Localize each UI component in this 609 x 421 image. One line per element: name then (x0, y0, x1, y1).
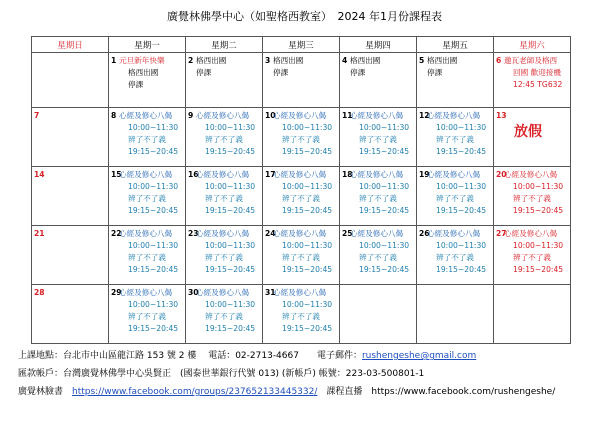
event-line: 10:00~11:30 (282, 241, 333, 250)
event-line: 19:15~20:45 (436, 206, 487, 215)
event-line: 19:15~20:45 (282, 206, 333, 215)
calendar-day-cell (186, 108, 263, 167)
weekday-header: 星期二 (186, 37, 263, 53)
event-line: 心經及修心八偈 (273, 170, 327, 179)
event-line: 辨了不了義 (128, 312, 166, 321)
event-line: 心經及修心八偈 (427, 170, 481, 179)
event-line: 10:00~11:30 (128, 241, 179, 250)
event-line: 19:15~20:45 (128, 147, 179, 156)
event-line: 19:15~20:45 (513, 206, 564, 215)
event-line: 19:15~20:45 (205, 324, 256, 333)
event-line: 19:15~20:45 (282, 147, 333, 156)
footer-address (18, 350, 476, 362)
calendar-day-cell (263, 53, 340, 108)
facebook-link[interactable]: https://www.facebook.com/groups/237652133445332/ (72, 387, 318, 397)
event-line: 心經及修心八偈 (350, 229, 404, 238)
day-number: 13 (496, 111, 507, 120)
calendar-day-cell (417, 108, 494, 167)
calendar-day-cell (186, 285, 263, 344)
event-line: 辨了不了義 (128, 253, 166, 262)
calendar-day-cell (109, 167, 186, 226)
calendar-day-cell (32, 53, 109, 108)
event-line: 格西出國 (273, 56, 304, 65)
day-number: 18 (342, 170, 353, 179)
calendar-day-cell (32, 108, 109, 167)
day-number: 4 (342, 56, 348, 65)
event-line: 12:45 TG632 (513, 80, 563, 89)
event-line: 10:00~11:30 (205, 300, 256, 309)
event-line: 10:00~11:30 (205, 123, 256, 132)
event-line: 19:15~20:45 (205, 265, 256, 274)
event-line: 10:00~11:30 (205, 241, 256, 250)
event-line: 10:00~11:30 (128, 123, 179, 132)
event-line: 10:00~11:30 (282, 123, 333, 132)
event-line: 心經及修心八偈 (196, 288, 250, 297)
day-number: 11 (342, 111, 353, 120)
event-line: 心經及修心八偈 (427, 111, 481, 120)
event-line: 辨了不了義 (128, 194, 166, 203)
day-number: 7 (34, 111, 40, 120)
event-line: 10:00~11:30 (128, 182, 179, 191)
calendar-day-cell (340, 226, 417, 285)
calendar-day-cell (340, 53, 417, 108)
day-number: 29 (111, 288, 122, 297)
event-line: 辨了不了義 (282, 194, 320, 203)
address-text: 上課地點：台北市中山區龍江路 153 號 2 樓 電話：02-2713-4667 電子郵件： (18, 351, 362, 361)
weekday-header: 星期三 (263, 37, 340, 53)
calendar-day-cell (263, 108, 340, 167)
event-line: 辨了不了義 (205, 194, 243, 203)
live-stream-text: 課程直播 https://www.facebook.com/rushengeshe/ (317, 387, 556, 397)
calendar-day-cell (417, 167, 494, 226)
event-line: 19:15~20:45 (359, 206, 410, 215)
event-line: 格西出國 (427, 56, 458, 65)
event-line: 10:00~11:30 (359, 123, 410, 132)
footer-links (18, 386, 555, 398)
event-line: 心經及修心八偈 (196, 111, 250, 120)
weekday-header: 星期四 (340, 37, 417, 53)
day-number: 25 (342, 229, 353, 238)
event-line: 辨了不了義 (205, 253, 243, 262)
event-line: 10:00~11:30 (359, 241, 410, 250)
footer-account: 匯款帳戶：台灣廣覺林佛學中心吳賢正 (國泰世華銀行代號 013) (新帳戶) 帳號：223-03-500801-1 (18, 369, 425, 379)
weekday-header: 星期五 (417, 37, 494, 53)
day-number: 8 (111, 111, 117, 120)
page-title: 廣覺林佛學中心（如聖格西教室） 2024 年1月份課程表 (167, 10, 442, 23)
event-line: 辨了不了義 (436, 253, 474, 262)
weekday-header: 星期日 (32, 37, 109, 53)
event-line: 辨了不了義 (513, 253, 551, 262)
calendar-day-cell (32, 285, 109, 344)
event-line: 停課 (350, 68, 366, 77)
weekday-header-row (32, 37, 571, 53)
event-line: 心經及修心八偈 (273, 288, 327, 297)
day-number: 3 (265, 56, 271, 65)
event-line: 心經及修心八偈 (350, 111, 404, 120)
event-line: 辨了不了義 (359, 194, 397, 203)
calendar-day-cell (109, 285, 186, 344)
event-line: 心經及修心八偈 (427, 229, 481, 238)
calendar-day-cell (417, 53, 494, 108)
event-line: 心經及修心八偈 (119, 111, 173, 120)
event-line: 10:00~11:30 (436, 241, 487, 250)
day-number: 6 (496, 56, 502, 65)
event-line: 10:00~11:30 (282, 300, 333, 309)
event-line: 10:00~11:30 (513, 182, 564, 191)
day-number: 12 (419, 111, 430, 120)
day-number: 5 (419, 56, 425, 65)
event-line: 10:00~11:30 (513, 241, 564, 250)
event-line: 19:15~20:45 (128, 206, 179, 215)
event-line: 19:15~20:45 (513, 265, 564, 274)
calendar-day-cell (494, 167, 571, 226)
event-line: 19:15~20:45 (282, 265, 333, 274)
event-line: 心經及修心八偈 (273, 229, 327, 238)
event-line: 辨了不了義 (359, 253, 397, 262)
calendar-table (31, 36, 571, 344)
calendar-day-cell (340, 167, 417, 226)
event-line: 心經及修心八偈 (273, 111, 327, 120)
event-line: 19:15~20:45 (205, 147, 256, 156)
event-line: 19:15~20:45 (205, 206, 256, 215)
event-line: 停課 (427, 68, 443, 77)
event-line: 心經及修心八偈 (196, 229, 250, 238)
event-line: 心經及修心八偈 (119, 229, 173, 238)
event-line: 辨了不了義 (282, 135, 320, 144)
event-line: 10:00~11:30 (436, 182, 487, 191)
event-line: 19:15~20:45 (128, 324, 179, 333)
event-line: 心經及修心八偈 (119, 288, 173, 297)
event-line: 元旦新年快樂 (119, 56, 165, 65)
calendar-day-cell (186, 226, 263, 285)
day-number: 24 (265, 229, 276, 238)
calendar-day-cell (109, 226, 186, 285)
event-line: 辨了不了義 (359, 135, 397, 144)
event-line: 心經及修心八偈 (504, 229, 558, 238)
weekday-header: 星期六 (494, 37, 571, 53)
event-line: 19:15~20:45 (359, 147, 410, 156)
day-number: 17 (265, 170, 276, 179)
day-number: 20 (496, 170, 507, 179)
calendar-day-cell (494, 285, 571, 344)
calendar-day-cell (494, 108, 571, 167)
day-number: 28 (34, 288, 45, 297)
calendar-day-cell (263, 167, 340, 226)
weekday-header: 星期一 (109, 37, 186, 53)
event-line: 格西出國 (350, 56, 381, 65)
event-line: 回國 歡迎接機 (513, 68, 561, 77)
event-line: 19:15~20:45 (128, 265, 179, 274)
calendar-day-cell (186, 53, 263, 108)
event-line: 辨了不了義 (205, 135, 243, 144)
facebook-label: 廣覺林臉書 (18, 387, 73, 397)
event-line: 辨了不了義 (282, 312, 320, 321)
event-line: 10:00~11:30 (436, 123, 487, 132)
event-line: 19:15~20:45 (282, 324, 333, 333)
event-line: 辨了不了義 (436, 135, 474, 144)
event-line: 格西出國 (196, 56, 227, 65)
calendar-day-cell (263, 226, 340, 285)
calendar-day-cell (494, 53, 571, 108)
day-number: 23 (188, 229, 199, 238)
event-line: 辨了不了義 (128, 135, 166, 144)
event-line: 停課 (128, 80, 144, 89)
event-line: 10:00~11:30 (282, 182, 333, 191)
day-number: 30 (188, 288, 199, 297)
event-line: 10:00~11:30 (128, 300, 179, 309)
calendar-day-cell (417, 226, 494, 285)
event-line: 心經及修心八偈 (119, 170, 173, 179)
day-number: 2 (188, 56, 194, 65)
day-number: 19 (419, 170, 430, 179)
day-number: 22 (111, 229, 122, 238)
event-line: 心經及修心八偈 (350, 170, 404, 179)
event-line: 停課 (196, 68, 212, 77)
calendar-day-cell (109, 53, 186, 108)
day-number: 9 (188, 111, 194, 120)
event-line: 停課 (273, 68, 289, 77)
event-line: 辨了不了義 (513, 194, 551, 203)
day-number: 10 (265, 111, 276, 120)
holiday-label: 放假 (514, 124, 542, 140)
event-line: 辨了不了義 (205, 312, 243, 321)
event-line: 19:15~20:45 (359, 265, 410, 274)
day-number: 16 (188, 170, 199, 179)
day-number: 1 (111, 56, 117, 65)
day-number: 26 (419, 229, 430, 238)
event-line: 辨了不了義 (436, 194, 474, 203)
calendar-day-cell (417, 285, 494, 344)
event-line: 邀瓦老師及格西 (504, 56, 558, 65)
day-number: 27 (496, 229, 507, 238)
calendar-day-cell (186, 167, 263, 226)
day-number: 15 (111, 170, 122, 179)
event-line: 心經及修心八偈 (196, 170, 250, 179)
calendar-day-cell (263, 285, 340, 344)
calendar-day-cell (494, 226, 571, 285)
event-line: 心經及修心八偈 (504, 170, 558, 179)
event-line: 辨了不了義 (282, 253, 320, 262)
calendar-day-cell (32, 167, 109, 226)
calendar-day-cell (340, 285, 417, 344)
email-link[interactable]: rushengeshe@gmail.com (361, 351, 477, 361)
event-line: 19:15~20:45 (436, 147, 487, 156)
day-number: 14 (34, 170, 45, 179)
day-number: 31 (265, 288, 276, 297)
calendar-day-cell (109, 108, 186, 167)
event-line: 19:15~20:45 (436, 265, 487, 274)
day-number: 21 (34, 229, 45, 238)
calendar-day-cell (32, 226, 109, 285)
event-line: 10:00~11:30 (205, 182, 256, 191)
event-line: 10:00~11:30 (359, 182, 410, 191)
event-line: 格西出國 (128, 68, 159, 77)
calendar-day-cell (340, 108, 417, 167)
